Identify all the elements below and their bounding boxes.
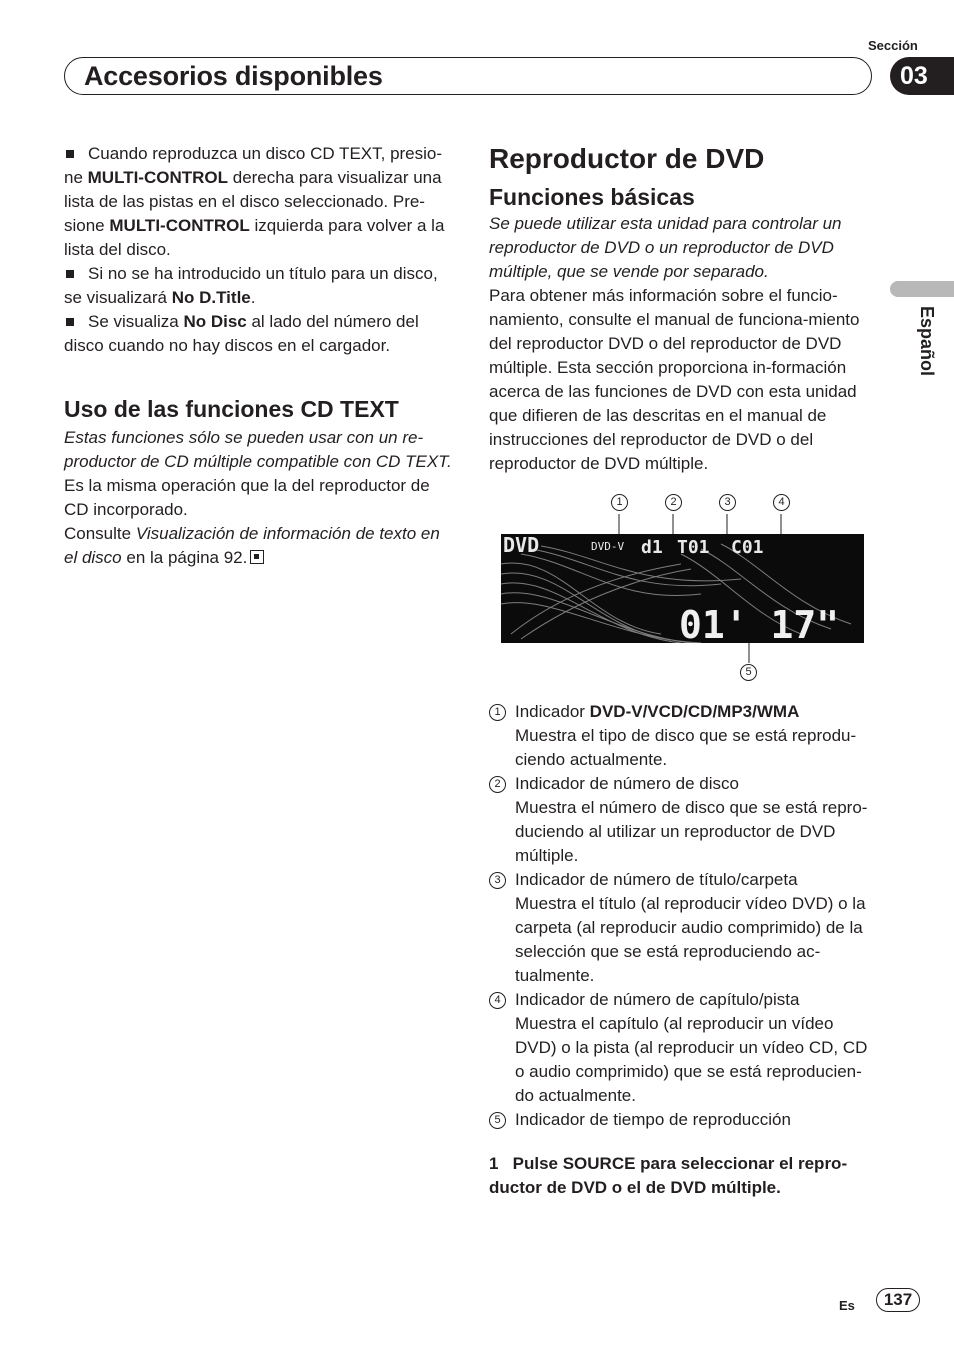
cross-reference-link[interactable]: Visualización de información de texto en el disco bbox=[64, 524, 440, 567]
bullet-item: Cuando reproduzca un disco CD TEXT, presio- ne MULTI-CONTROL derecha para visualizar una lista de las pistas en el disco seleccionado. Pre- sione MULTI-CONTROL izquierda para volver a la lista del disco. bbox=[64, 144, 445, 259]
list-item: 3 Indicador de número de título/carpeta Muestra el título (al reproducir vídeo DVD) o la carpeta (al reproducir audio comprimido) de la selección que se está reproduciendo ac-tualmente. bbox=[489, 868, 879, 988]
display-title-text: T01 bbox=[677, 537, 710, 558]
page-title: Accesorios disponibles bbox=[84, 61, 383, 91]
callout-3: 3 bbox=[719, 494, 736, 512]
language-tab bbox=[890, 281, 954, 297]
bullet-item: Si no se ha introducido un título para un disco, se visualizará No D.Title. bbox=[64, 264, 438, 307]
page-number: 137 bbox=[876, 1288, 920, 1312]
step-number: 1 bbox=[489, 1154, 499, 1173]
control-name: MULTI-CONTROL bbox=[109, 216, 250, 235]
step-text: Pulse SOURCE para seleccionar el repro-ductor de DVD o el de DVD múltiple. bbox=[489, 1154, 848, 1197]
display-wave-graphic bbox=[501, 534, 864, 643]
section-title-dvd: Reproductor de DVD bbox=[489, 143, 765, 174]
callout-5-leader bbox=[740, 643, 760, 665]
cd-text-body: Es la misma operación que la del reproductor de CD incorporado. bbox=[64, 476, 430, 519]
indicator-list bbox=[489, 700, 879, 1200]
section-label: Sección bbox=[868, 38, 918, 53]
display-chapter-text: C01 bbox=[731, 537, 764, 558]
bullet-square-icon bbox=[66, 270, 74, 278]
section-heading-cd-text: Uso de las funciones CD TEXT bbox=[64, 396, 399, 422]
list-item: 5 Indicador de tiempo de reproducción bbox=[489, 1108, 879, 1132]
cd-text-intro: Estas funciones sólo se pueden usar con un re-productor de CD múltiple compatible con CD TEXT. bbox=[64, 428, 452, 471]
list-item: 2 Indicador de número de disco Muestra el número de disco que se está repro-duciendo al utilizar un reproductor de DVD múltiple. bbox=[489, 772, 879, 868]
section-number-badge: 03 bbox=[890, 57, 954, 95]
display-disc-text: d1 bbox=[641, 537, 663, 558]
dvd-intro: Se puede utilizar esta unidad para controlar un reproductor de DVD o un reproductor de DVD múltiple, que se vende por separado. bbox=[489, 214, 842, 281]
footer-language-code: Es bbox=[839, 1298, 855, 1313]
dvd-body: Para obtener más información sobre el funcio-namiento, consulte el manual de funciona-miento del reproductor DVD o del reproductor de DVD múltiple. Esta sección proporciona in-formación acerca de las funciones de DVD con esta unidad que difieren de las descritas en el manual de instrucciones del reproductor de DVD o del reproductor de DVD múltiple. bbox=[489, 286, 860, 473]
callout-5: 5 bbox=[740, 664, 757, 682]
cd-text-reference: Consulte Visualización de información de texto en el disco en la página 92. bbox=[64, 524, 440, 567]
display-time-text: 01' 17" bbox=[679, 603, 840, 643]
display-type-text: DVD-V bbox=[591, 540, 625, 553]
display-source-text: DVD bbox=[503, 534, 540, 557]
language-label: Español bbox=[917, 306, 937, 377]
callout-4: 4 bbox=[773, 494, 790, 512]
instruction-step bbox=[489, 1152, 879, 1200]
callout-1: 1 bbox=[611, 494, 628, 512]
bullet-square-icon bbox=[66, 150, 74, 158]
end-of-section-icon bbox=[250, 550, 264, 564]
left-column bbox=[64, 142, 454, 570]
callout-2: 2 bbox=[665, 494, 682, 512]
control-name: MULTI-CONTROL bbox=[87, 168, 229, 187]
bullet-square-icon bbox=[66, 318, 74, 326]
bullet-item: Se visualiza No Disc al lado del número del disco cuando no hay discos en el cargador. bbox=[64, 312, 419, 355]
subsection-heading-basic: Funciones básicas bbox=[489, 184, 695, 210]
list-item: 1 Indicador DVD-V/VCD/CD/MP3/WMA Muestra el tipo de disco que se está reprodu-ciendo actualmente. bbox=[489, 700, 879, 772]
dvd-display-screen bbox=[501, 534, 864, 643]
right-column bbox=[489, 142, 879, 476]
list-item: 4 Indicador de número de capítulo/pista Muestra el capítulo (al reproducir un vídeo DVD) o la pista (al reproducir un vídeo CD, CD o audio comprimido) que se está reproducien-do actualmente. bbox=[489, 988, 879, 1108]
